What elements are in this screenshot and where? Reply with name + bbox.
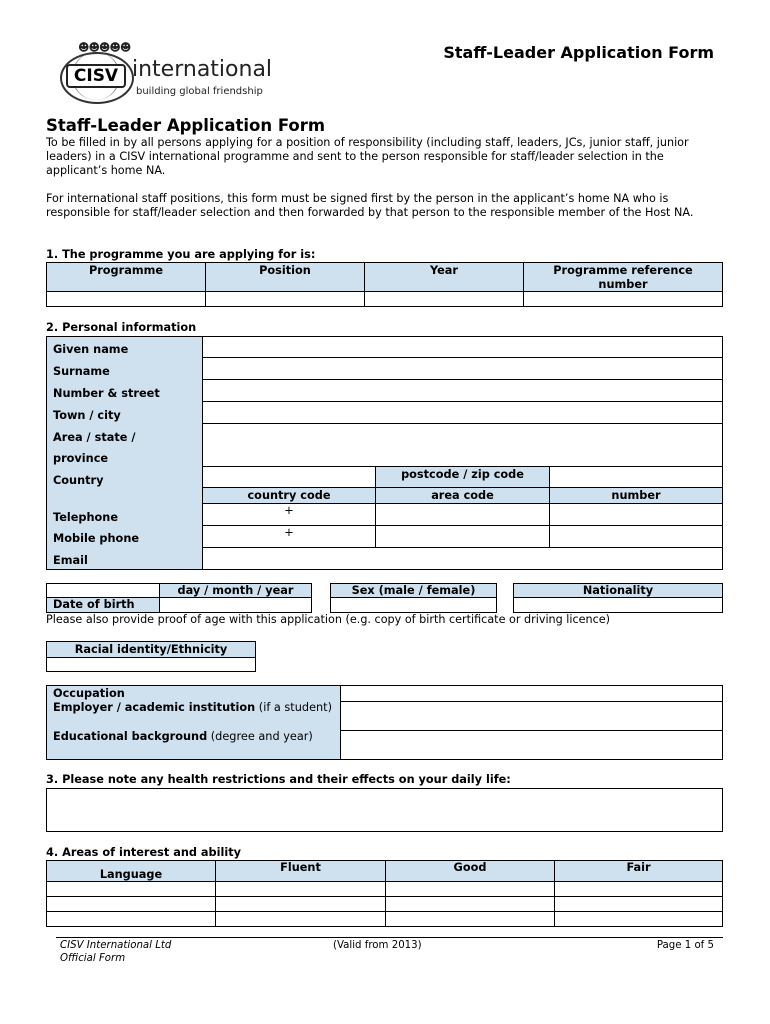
logo-cisv: CISV [66, 64, 126, 88]
employer-label: Employer / academic institution (if a student) [53, 701, 333, 714]
mobile-number-input[interactable] [549, 525, 723, 548]
street-input[interactable] [202, 379, 723, 402]
dob-header: day / month / year [159, 583, 312, 598]
town-input[interactable] [202, 401, 723, 424]
header-title: Staff-Leader Application Form [443, 43, 714, 62]
postcode-header: postcode / zip code [375, 466, 550, 488]
fluent-input[interactable] [215, 881, 386, 897]
number-header: number [549, 487, 723, 504]
fair-input[interactable] [554, 881, 723, 897]
col-year-header: Year [364, 262, 524, 292]
telephone-area-code-input[interactable] [375, 503, 550, 526]
reference-input[interactable] [523, 291, 723, 307]
occupation-input[interactable] [340, 685, 723, 702]
education-label: Educational background (degree and year) [53, 730, 313, 743]
country-label: Country [53, 474, 104, 487]
intro-paragraph-1: To be filled in by all persons applying for a position of responsibility (including staff, leaders, JCs, junior staff, junior leaders) in a CISV international programme and sent to the person responsible for staff/leader selection in the applicant’s home NA. [46, 136, 689, 177]
email-input[interactable] [202, 547, 723, 570]
telephone-label: Telephone [53, 511, 118, 524]
col-programme-header: Programme [46, 262, 206, 292]
language-input[interactable] [46, 911, 216, 927]
given-name-input[interactable] [202, 336, 723, 358]
col-good-header: Good [385, 860, 555, 882]
area-label: Area / state / [53, 431, 136, 444]
col-position-header: Position [205, 262, 365, 292]
education-input[interactable] [340, 730, 723, 760]
dob-input[interactable] [159, 597, 312, 613]
town-label: Town / city [53, 409, 121, 422]
fluent-input[interactable] [215, 896, 386, 912]
fluent-input[interactable] [215, 911, 386, 927]
footer-form-type: Official Form [60, 953, 126, 964]
surname-input[interactable] [202, 357, 723, 380]
programme-input[interactable] [46, 291, 206, 307]
country-input[interactable] [202, 466, 376, 488]
language-input[interactable] [46, 896, 216, 912]
area-input[interactable] [202, 423, 723, 467]
mobile-area-code-input[interactable] [375, 525, 550, 548]
surname-label: Surname [53, 365, 110, 378]
footer-divider [56, 937, 723, 938]
nationality-header: Nationality [513, 583, 723, 598]
dob-label: Date of birth [53, 598, 135, 611]
telephone-country-code-input[interactable]: + [202, 503, 376, 526]
intro-paragraph-2: For international staff positions, this form must be signed first by the person in the applicant’s home NA who is responsible for staff/leader selection and then forwarded by that person to the responsible member of the Host NA. [46, 192, 694, 219]
col-fair-header: Fair [554, 860, 723, 882]
footer-org: CISV International Ltd [60, 940, 172, 951]
language-input[interactable] [46, 881, 216, 897]
good-input[interactable] [385, 881, 555, 897]
logo-people-icon: ☻☻☻☻☻ [78, 41, 131, 54]
footer-valid: (Valid from 2013) [333, 940, 422, 951]
section-4-title: 4. Areas of interest and ability [46, 846, 241, 859]
section-1-title: 1. The programme you are applying for is: [46, 248, 316, 261]
given-name-label: Given name [53, 343, 129, 356]
footer-page-number: Page 1 of 5 [656, 940, 714, 951]
logo-wordmark: international [132, 57, 273, 82]
mobile-country-code-input[interactable]: + [202, 525, 376, 548]
area-code-header: area code [375, 487, 550, 504]
page-title: Staff-Leader Application Form [46, 116, 326, 135]
health-restrictions-input[interactable] [46, 788, 723, 832]
telephone-number-input[interactable] [549, 503, 723, 526]
occupation-label: Occupation [53, 687, 125, 700]
fair-input[interactable] [554, 896, 723, 912]
postcode-input[interactable] [549, 466, 723, 488]
dob-spacer [46, 583, 160, 598]
section-3-title: 3. Please note any health restrictions and their effects on your daily life: [46, 773, 511, 786]
email-label: Email [53, 554, 88, 567]
street-label: Number & street [53, 387, 160, 400]
proof-note: Please also provide proof of age with this application (e.g. copy of birth certificate or driving licence) [46, 613, 611, 626]
col-reference-header: Programme reference number [523, 262, 723, 292]
nationality-input[interactable] [513, 597, 723, 613]
good-input[interactable] [385, 896, 555, 912]
year-input[interactable] [364, 291, 524, 307]
good-input[interactable] [385, 911, 555, 927]
province-label: province [53, 452, 109, 465]
col-language-header: Language [46, 860, 216, 882]
ethnicity-header: Racial identity/Ethnicity [46, 641, 256, 658]
ethnicity-input[interactable] [46, 657, 256, 672]
logo-tagline: building global friendship [136, 86, 263, 97]
dob-label-cell [46, 597, 160, 613]
employer-input[interactable] [340, 701, 723, 731]
section-2-title: 2. Personal information [46, 321, 197, 334]
fair-input[interactable] [554, 911, 723, 927]
country-code-header: country code [202, 487, 376, 504]
col-fluent-header: Fluent [215, 860, 386, 882]
mobile-label: Mobile phone [53, 532, 140, 545]
sex-input[interactable] [330, 597, 497, 613]
sex-header: Sex (male / female) [330, 583, 497, 598]
position-input[interactable] [205, 291, 365, 307]
